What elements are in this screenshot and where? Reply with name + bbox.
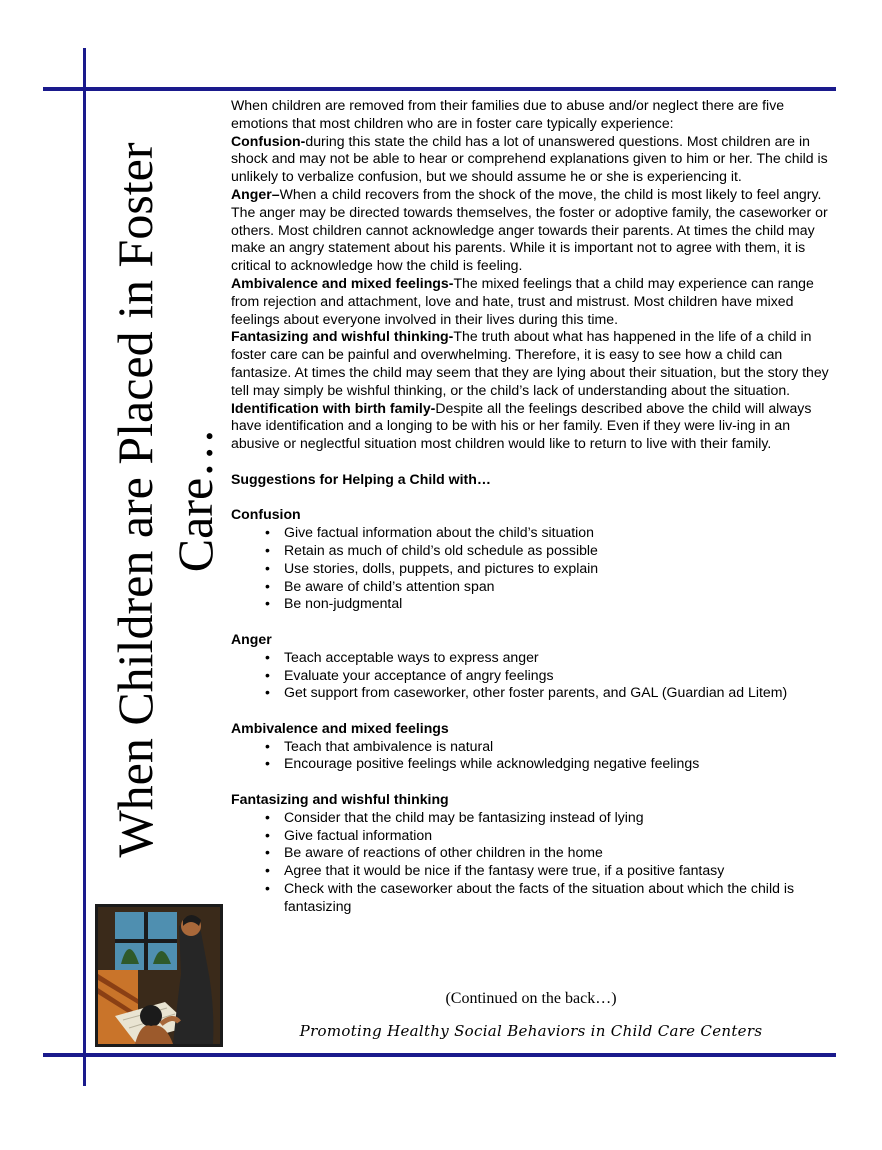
emotion-ambivalence	[231, 275, 831, 328]
suggestion-list-anger	[231, 649, 831, 702]
list-item: • Agree that it would be nice if the fantasy were true, if a positive fantasy	[284, 862, 831, 880]
list-item: • Teach acceptable ways to express anger	[284, 649, 831, 667]
emotion-text: When a child recovers from the shock of the move, the child is most likely to feel angry. The anger may be directed towards themselves, the foster or adoptive family, the caseworker or others. Most children cannot acknowledge anger towards their parents. At times the child may make an angry statement about his parents. While it is important not to agree with them, it is critical to acknowledge how the child is feeling.	[231, 185, 828, 274]
list-item: • Consider that the child may be fantasizing instead of lying	[284, 809, 831, 827]
intro-paragraph: When children are removed from their families due to abuse and/or neglect there are five emotions that most children who are in foster care typically experience:	[231, 97, 785, 131]
suggestion-list-fantasizing	[231, 809, 831, 916]
emotion-text: Despite all the feelings described above the child will always have identification and a longing to be with his or her family. Even if they were liv-ing in an abusive or neglectful situation most children would like to return to live with their family.	[231, 399, 812, 452]
emotion-identification	[231, 400, 831, 453]
suggestions-heading: Suggestions for Helping a Child with…	[231, 470, 491, 487]
list-item: • Get support from caseworker, other foster parents, and GAL (Guardian ad Litem)	[284, 684, 831, 702]
list-item: • Use stories, dolls, puppets, and pictures to explain	[284, 560, 831, 578]
page-title-container	[105, 100, 225, 900]
emotion-term: Identification with birth family-	[231, 399, 436, 416]
foster-care-illustration	[95, 904, 223, 1047]
emotion-text: The truth about what has happened in the life of a child in foster care can be painful and overwhelming. Therefore, it is easy to see how a child can fantasize. At times the child may seem that they are lying about their situation, but the story they tell may simply be wishful thinking, or the child’s lack of understanding about the situation.	[231, 328, 829, 398]
suggestion-heading-ambivalence: Ambivalence and mixed feelings	[231, 719, 449, 736]
emotion-term: Fantasizing and wishful thinking-	[231, 328, 454, 345]
top-rule	[43, 87, 836, 91]
emotion-term: Anger–	[231, 185, 280, 202]
list-item: • Teach that ambivalence is natural	[284, 738, 831, 756]
suggestion-heading-confusion: Confusion	[231, 506, 301, 523]
suggestion-list-ambivalence	[231, 738, 831, 774]
list-item: • Encourage positive feelings while acknowledging negative feelings	[284, 755, 831, 773]
emotion-text: The mixed feelings that a child may experience can range from rejection and attachment, love and hate, trust and mistrust. Most children have mixed feelings about everyone involved in their lives during this time.	[231, 274, 814, 327]
emotion-anger	[231, 186, 831, 275]
list-item: • Be non-judgmental	[284, 595, 831, 613]
page-title: When Children are Placed in Foster Care…	[107, 142, 223, 858]
emotion-confusion	[231, 133, 831, 186]
main-content	[231, 97, 831, 916]
emotion-term: Ambivalence and mixed feelings-	[231, 274, 454, 291]
list-item: • Check with the caseworker about the facts of the situation about which the child is fantasizing	[284, 880, 831, 916]
list-item: • Evaluate your acceptance of angry feelings	[284, 667, 831, 685]
footer-tagline: Promoting Healthy Social Behaviors in Child Care Centers	[299, 1022, 763, 1040]
list-item: • Give factual information	[284, 827, 831, 845]
emotion-text: during this state the child has a lot of unanswered questions. Most children are in shock and may not be able to hear or comprehend explanations given to him or her. The child is unlikely to verbalize confusion, but we should assume he or she is experiencing it.	[231, 132, 828, 185]
suggestion-list-confusion	[231, 524, 831, 613]
continued-note: (Continued on the back…)	[445, 990, 617, 1007]
illustration-image	[95, 904, 223, 1047]
list-item: • Retain as much of child’s old schedule as possible	[284, 542, 831, 560]
list-item: • Give factual information about the child’s situation	[284, 524, 831, 542]
emotion-term: Confusion-	[231, 132, 306, 149]
suggestion-heading-fantasizing: Fantasizing and wishful thinking	[231, 791, 449, 808]
list-item: • Be aware of reactions of other children in the home	[284, 844, 831, 862]
bottom-rule	[43, 1053, 836, 1057]
suggestion-heading-anger: Anger	[231, 630, 272, 647]
emotion-fantasizing	[231, 328, 831, 399]
left-vertical-rule	[83, 48, 86, 1086]
list-item: • Be aware of child’s attention span	[284, 578, 831, 596]
